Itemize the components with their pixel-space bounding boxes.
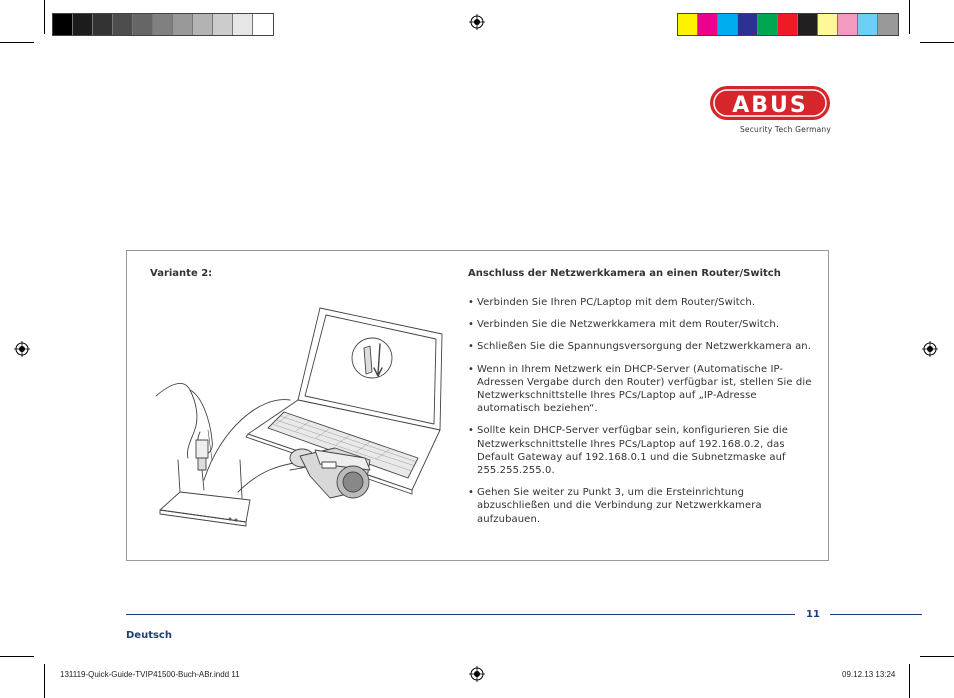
process-swatch	[878, 14, 898, 35]
bullet-icon: •	[468, 487, 474, 499]
list-item: • Verbinden Sie Ihren PC/Laptop mit dem Router/Switch.	[468, 297, 756, 308]
process-swatch	[738, 14, 758, 35]
footer-line-right	[830, 614, 922, 615]
crop-mark	[0, 42, 34, 43]
grayscale-swatch	[93, 14, 113, 35]
list-item: • Verbinden Sie die Netzwerkkamera mit dem Router/Switch.	[468, 319, 780, 331]
process-swatch	[718, 14, 738, 35]
grayscale-swatch	[213, 14, 233, 35]
process-color-bar	[677, 13, 899, 36]
bullet-icon: •	[468, 363, 474, 375]
grayscale-swatch	[153, 14, 173, 35]
page-number: 11	[806, 609, 820, 620]
network-connection-illustration	[150, 300, 450, 530]
grayscale-color-bar	[52, 13, 274, 36]
crop-mark	[920, 656, 954, 657]
grayscale-swatch	[253, 14, 273, 35]
process-swatch	[778, 14, 798, 35]
grayscale-swatch	[73, 14, 93, 35]
crop-mark	[44, 664, 45, 698]
bullet-icon: •	[468, 319, 474, 331]
variant-label: Variante 2:	[150, 268, 213, 279]
crop-mark	[44, 0, 45, 34]
grayscale-swatch	[193, 14, 213, 35]
footer-line-left	[126, 614, 795, 615]
list-item: • Schließen Sie die Spannungsversorgung der Netzwerkkamera an.	[468, 341, 812, 353]
abus-logo-mark	[709, 85, 831, 123]
list-item: • Gehen Sie weiter zu Punkt 3, um die Ersteinrichtung abzuschließen und die Verbindung zur Netzwerkkamera aufzubauen.	[468, 487, 762, 525]
grayscale-swatch	[173, 14, 193, 35]
grayscale-swatch	[133, 14, 153, 35]
process-swatch	[838, 14, 858, 35]
bullet-icon: •	[468, 297, 474, 308]
registration-mark-icon	[469, 666, 485, 682]
crop-mark	[909, 0, 910, 34]
registration-mark-icon	[922, 341, 938, 357]
abus-logo	[709, 85, 831, 137]
list-item: • Sollte kein DHCP-Server verfügbar sein, konfigurieren Sie die Netzwerkschnittstelle Ihres PCs/Laptop auf 192.168.0.2, das Default Gateway auf 192.168.0.1 und die Subnetzmaske auf 255.255.255.0.	[468, 425, 789, 477]
process-swatch	[858, 14, 878, 35]
registration-mark-icon	[14, 341, 30, 357]
registration-mark-icon	[469, 14, 485, 30]
grayscale-swatch	[53, 14, 73, 35]
process-swatch	[818, 14, 838, 35]
instruction-list	[468, 296, 813, 535]
process-swatch	[758, 14, 778, 35]
process-swatch	[798, 14, 818, 35]
hand-with-plug-icon	[156, 383, 212, 490]
logo-tagline: Security Tech Germany	[739, 125, 831, 134]
section-heading: Anschluss der Netzwerkkamera an einen Router/Switch	[468, 268, 781, 279]
abus-logo-text: ABUS	[732, 93, 808, 118]
crop-mark	[909, 664, 910, 698]
list-item: • Wenn in Ihrem Netzwerk ein DHCP-Server (Automatische IP-Adressen Vergabe durch den Router) verfügbar ist, stellen Sie die Netzwerkschnittstelle Ihres PCs/Laptop auf „IP-Adresse automatisch beziehen“.	[468, 363, 812, 415]
process-swatch	[698, 14, 718, 35]
language-label: Deutsch	[126, 630, 172, 641]
file-slug: 131119-Quick-Guide-TVIP41500-Buch-ABr.indd 11	[60, 670, 240, 679]
crop-mark	[920, 42, 954, 43]
process-swatch	[678, 14, 698, 35]
bullet-icon: •	[468, 341, 474, 353]
date-slug: 09.12.13 13:24	[842, 670, 896, 679]
grayscale-swatch	[233, 14, 253, 35]
bullet-icon: •	[468, 425, 474, 437]
camera-icon	[290, 448, 370, 498]
grayscale-swatch	[113, 14, 133, 35]
crop-mark	[0, 656, 34, 657]
